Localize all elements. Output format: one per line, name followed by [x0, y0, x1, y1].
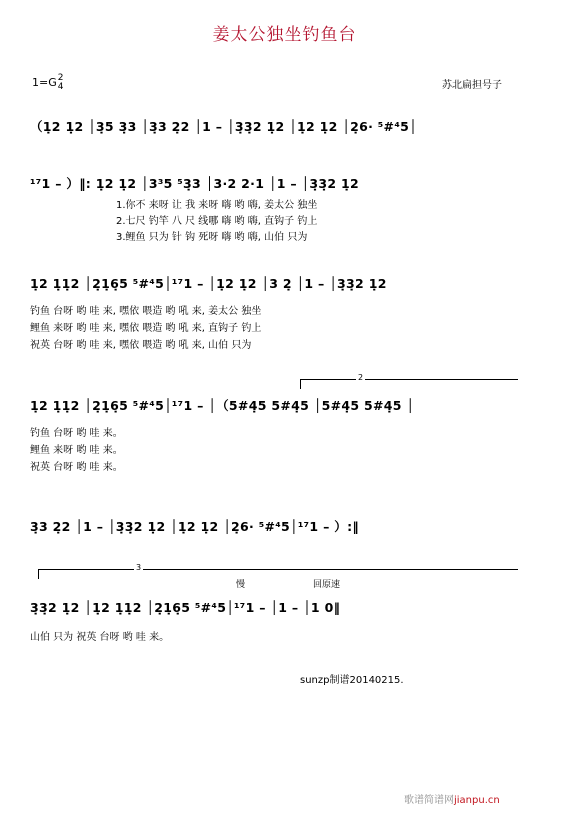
lyric-verse-3-line-1: 3.鲤鱼 只为 针 钩 死呀 嗨 哟 嗨, 山伯 只为 — [116, 232, 308, 243]
staff-line-3: 1̣2 1̣1̣2 │2̣1̣6̣5 ⁵#⁴5│¹⁷1 – │1̣2 1̣2 │3 2̣ │1 – │3̣3̣2 1̣2 — [30, 276, 387, 291]
volta-2-label: 2 — [358, 373, 364, 382]
tempo-slow: 慢 — [236, 580, 246, 590]
time-signature — [58, 74, 64, 92]
staff-line-1: （1̣2 1̣2 │3̣5 3̣3 │3̣3 2̣2 │1 – │3̣3̣2 1̣2 │1̣2 1̣2 │2̣6· ⁵#⁴5│ — [30, 119, 417, 134]
lyric-verse-1-line-2: 钓鱼 台呀 哟 哇 来, 嘿依 喂造 哟 吼 来, 姜太公 独坐 — [30, 306, 262, 317]
lyric-verse-2-line-3: 鲤鱼 来呀 哟 哇 来。 — [30, 445, 123, 456]
lyric-verse-2-line-2: 鲤鱼 来呀 哟 哇 来, 嘿依 喂造 哟 吼 来, 直钩子 钓上 — [30, 323, 262, 334]
volta-2-bracket-start — [300, 379, 301, 389]
watermark-domain: jianpu.cn — [454, 795, 500, 806]
staff-line-6: 3̣3̣2 1̣2 │1̣2 1̣1̣2 │2̣1̣6̣5 ⁵#⁴5│¹⁷1 – │1 – │1 0‖ — [30, 600, 341, 615]
tempo-return: 回原速 — [313, 580, 341, 590]
lyric-verse-3-line-3: 祝英 台呀 哟 哇 来。 — [30, 462, 123, 473]
time-denominator: 4 — [57, 82, 64, 92]
transcriber-credit: sunzp制谱20140215. — [300, 675, 404, 686]
watermark-site: 歌谱简谱网 — [404, 795, 454, 806]
volta-2-bracket — [300, 379, 518, 380]
staff-line-4: 1̣2 1̣1̣2 │2̣1̣6̣5 ⁵#⁴5│¹⁷1 – │（5#4̣5 5#4̣5 │5#4̣5 5#4̣5 │ — [30, 398, 415, 413]
key-signature — [32, 74, 63, 92]
volta-3-bracket-start — [38, 569, 39, 579]
key-prefix: 1=G — [32, 76, 57, 89]
lyric-verse-2-line-1: 2.七尺 钓竿 八 尺 线哪 嗨 哟 嗨, 直钩子 钓上 — [116, 216, 318, 227]
staff-line-5: 3̣3 2̣2 │1 – │3̣3̣2 1̣2 │1̣2 1̣2 │2̣6· ⁵#⁴5│¹⁷1 – ）:‖ — [30, 519, 359, 534]
volta-3-label: 3 — [136, 563, 142, 572]
lyric-final-line: 山伯 只为 祝英 台呀 哟 哇 来。 — [30, 632, 170, 643]
song-source: 苏北扁担号子 — [442, 80, 502, 91]
song-title: 姜太公独坐钓鱼台 — [212, 25, 357, 45]
lyric-verse-1-line-3: 钓鱼 台呀 哟 哇 来。 — [30, 428, 123, 439]
time-numerator: 2 — [57, 73, 64, 83]
lyric-verse-1-line-1: 1.你不 来呀 让 我 来呀 嗨 哟 嗨, 姜太公 独坐 — [116, 200, 318, 211]
volta-3-bracket — [38, 569, 518, 570]
staff-line-2: ¹⁷1 – ）‖: 1̣2 1̣2 │3³5 ⁵3̣3 │3·2 2·1 │1 – │3̣3̣2 1̣2 — [30, 176, 360, 191]
watermark — [404, 791, 500, 806]
lyric-verse-3-line-2: 祝英 台呀 哟 哇 来, 嘿依 喂造 哟 吼 来, 山伯 只为 — [30, 340, 252, 351]
